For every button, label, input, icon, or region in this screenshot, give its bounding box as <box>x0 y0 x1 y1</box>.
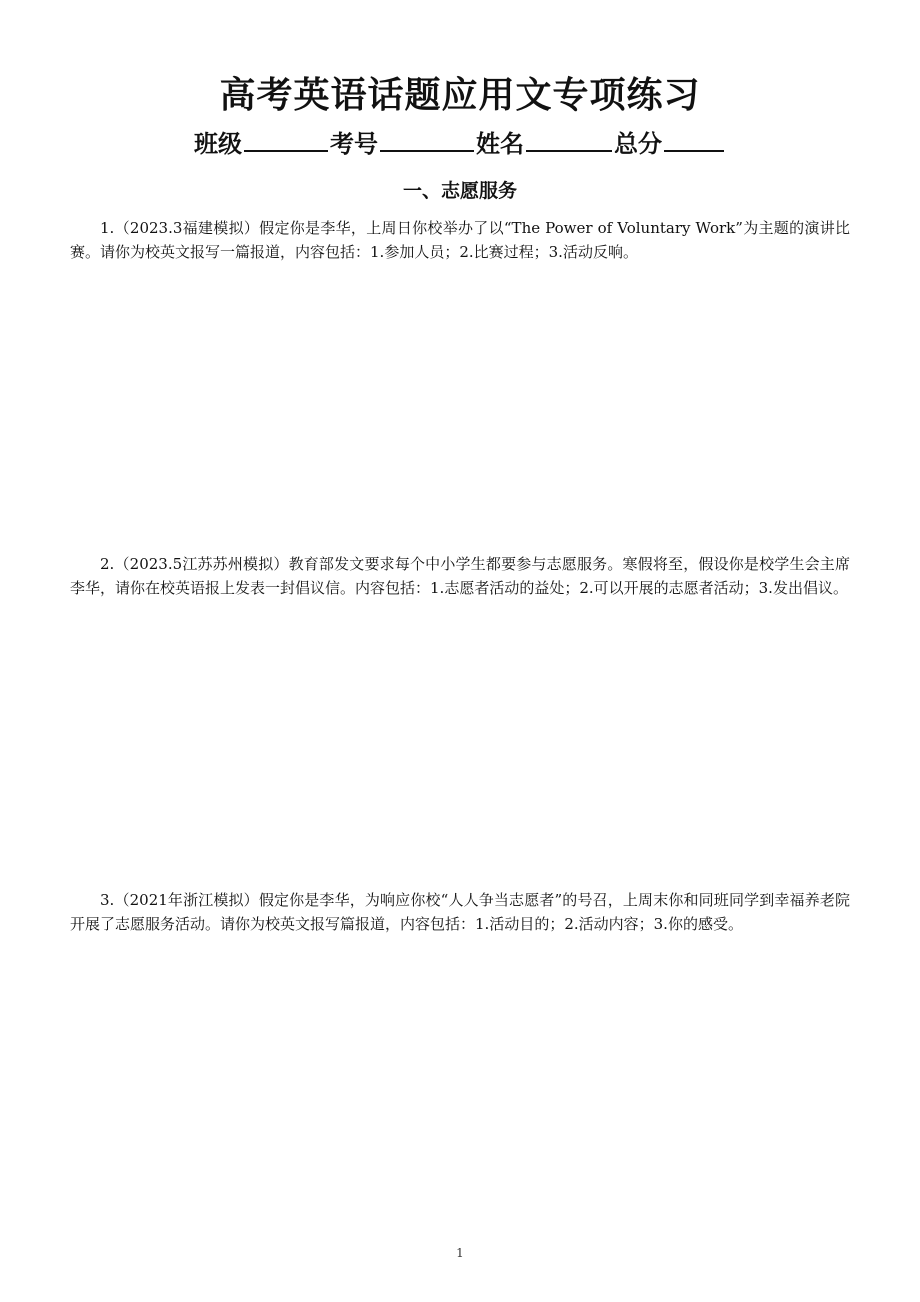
class-blank[interactable] <box>244 126 328 152</box>
score-blank[interactable] <box>664 126 724 152</box>
exam-number-label: 考号 <box>330 130 378 158</box>
question-2: 2.（2023.5江苏苏州模拟）教育部发文要求每个中小学生都要参与志愿服务。寒假将至，假设你是校学生会主席李华，请你在校英语报上发表一封倡议信。内容包括：1.志愿者活动的益处；2.可以开展的志愿者活动；3.发出倡议。 <box>70 555 850 597</box>
section-title: 一、志愿服务 <box>402 180 517 202</box>
page-title: 高考英语话题应用文专项练习 <box>219 75 701 116</box>
name-blank[interactable] <box>526 126 612 152</box>
student-info-line <box>0 126 920 161</box>
exam-number-blank[interactable] <box>380 126 474 152</box>
question-3: 3.（2021年浙江模拟）假定你是李华，为响应你校“人人争当志愿者”的号召，上周末你和同班同学到幸福养老院开展了志愿服务活动。请你为校英文报写篇报道，内容包括：1.活动目的；2.活动内容；3.你的感受。 <box>70 891 850 933</box>
question-1: 1.（2023.3福建模拟）假定你是李华，上周日你校举办了以“The Power of Voluntary Work”为主题的演讲比赛。请你为校英文报写一篇报道，内容包括：1.参加人员；2.比赛过程；3.活动反响。 <box>70 219 850 261</box>
name-label: 姓名 <box>476 130 524 158</box>
class-label: 班级 <box>194 130 242 158</box>
score-label: 总分 <box>614 130 662 158</box>
page-number: 1 <box>456 1246 464 1260</box>
